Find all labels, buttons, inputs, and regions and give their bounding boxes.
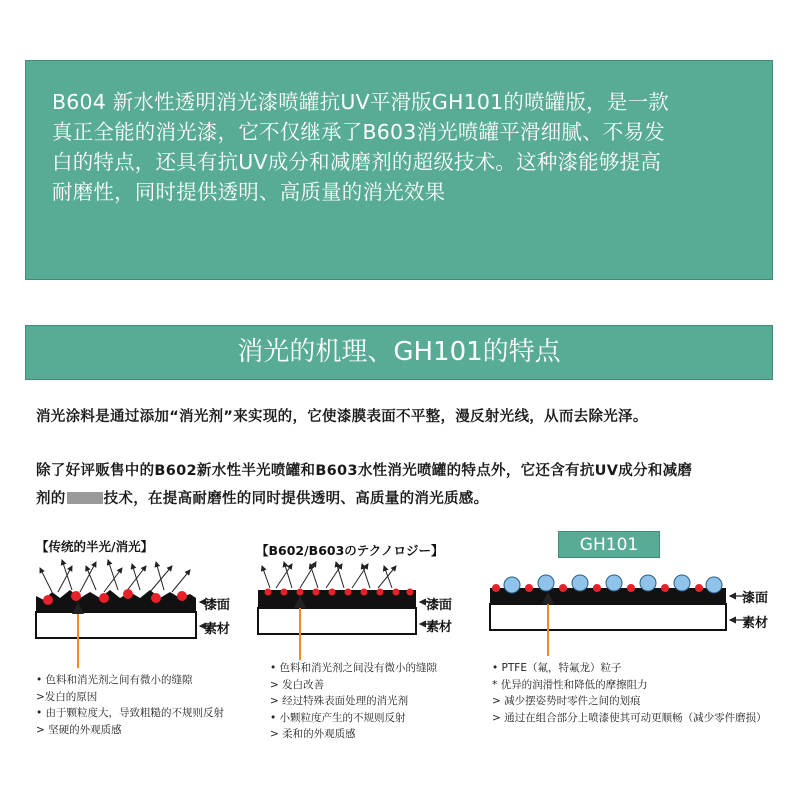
note-line: * 优异的润滑性和降低的摩擦阻力 (492, 678, 648, 691)
note-line: • 色料和消光剂之间没有微小的缝隙 (270, 662, 438, 674)
intro-line-2: 真正全能的消光漆，它不仅继承了B603消光喷罐平滑细腻、不易发 (52, 120, 665, 144)
base-material (36, 612, 196, 638)
diagram-3 (490, 575, 752, 656)
paragraph-line-1: 除了好评贩售中的B602新水性半光喷罐和B603水性消光喷罐的特点外，它还含有抗UV成分和减磨 (36, 463, 693, 479)
diagram-2 (258, 562, 440, 660)
base-material (258, 608, 416, 634)
rough-coat-layer (36, 590, 196, 612)
note-line: > 通过在组合部分上喷漆使其可动更顺畅（减少零件磨损） (492, 711, 767, 724)
intro-line-3: 白的特点，还具有抗UV成分和减磨剂的超级技术。这种漆能够提高 (52, 150, 662, 174)
paragraph-line-2-end: 技术，在提高耐磨性的同时提供透明、高质量的消光质感。 (103, 491, 489, 507)
intro-line-4: 耐磨性，同时提供透明、高质量的消光效果 (52, 180, 446, 204)
note-line: • PTFE（氟，特氟龙）粒子 (492, 662, 622, 674)
note-line: > 柔和的外观质感 (270, 728, 356, 740)
paragraph-matting-principle: 消光涂料是通过添加“消光剂”来实现的，它使漆膜表面不平整，漫反射光线，从而去除光泽。 (36, 409, 648, 425)
note-line: > 发白改善 (270, 678, 325, 691)
diagram-2-coat-label: 漆面 (426, 598, 453, 613)
diagram-3-coat-label: 漆面 (742, 591, 769, 606)
note-line: • 小颗粒度产生的不规则反射 (270, 711, 406, 724)
diagram-2-title: 【B602/B603のテクノロジー】 (256, 543, 444, 558)
note-line: >发白的原因 (36, 690, 98, 703)
note-line: • 由于颗粒度大，导致粗糙的不规则反射 (36, 707, 225, 719)
diagram-1 (36, 560, 220, 668)
diagram-1-title: 【传统的半光/消光】 (36, 539, 154, 554)
note-line: • 色料和消光剂之间有微小的缝隙 (36, 674, 193, 686)
note-line: > 经过特殊表面处理的消光剂 (270, 695, 409, 707)
diagram-1-notes (36, 672, 224, 738)
coat-layer (490, 588, 726, 604)
reflection-arrows (262, 562, 396, 588)
diagram-1-base-label: 素材 (204, 622, 231, 637)
paragraph-line-2-start: 剂的 (36, 491, 66, 507)
diagram-2-notes (270, 660, 437, 743)
diagram-3-notes (492, 660, 767, 726)
section-heading: 消光的机理、GH101的特点 (25, 325, 773, 380)
diagram-2-base-label: 素材 (426, 620, 453, 635)
intro-line-1: B604 新水性透明消光漆喷罐抗UV平滑版GH101的喷罐版，是一款 (52, 90, 669, 114)
diagram-1-coat-label: 漆面 (204, 598, 231, 613)
base-material (490, 604, 726, 630)
note-line: > 坚硬的外观质感 (36, 723, 122, 736)
reflection-arrows (40, 560, 190, 592)
gh101-badge: GH101 (558, 531, 660, 558)
diagram-3-base-label: 素材 (742, 616, 769, 631)
note-line: > 减少摆姿势时零件之间的划痕 (492, 695, 641, 707)
